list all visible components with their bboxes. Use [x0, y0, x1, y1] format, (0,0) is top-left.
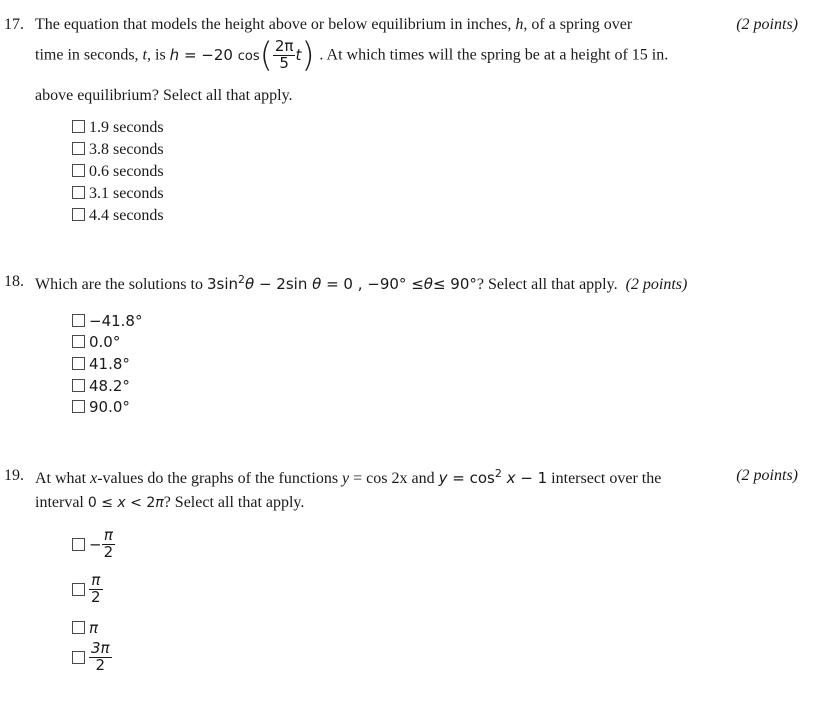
question-text-line-3: above equilibrium? Select all that apply.	[35, 87, 293, 104]
question-text-line-1: At what x-values do the graphs of the functions y = cos 2x and $y = \cos^2 x - 1$ intersect over the	[35, 467, 662, 487]
option-2[interactable]: $\frac{\pi}{2}$	[72, 573, 103, 615]
option-1[interactable]: − $\frac{\pi}{2}$	[72, 528, 115, 570]
checkbox[interactable]	[72, 583, 85, 596]
option-1[interactable]: −41.8°	[72, 312, 142, 332]
trig-equation: $3\sin^2\theta - 2\sin$ θ = 0 , −90° ≤θ≤ 90°	[206, 273, 477, 293]
option-3[interactable]: 0.6 seconds	[72, 163, 164, 183]
checkbox[interactable]	[72, 120, 85, 133]
checkbox[interactable]	[72, 142, 85, 155]
question-text-line-2: time in seconds, t, is h = −20 cos( $\frac{2\pi}{5}$ t) . At which times will the spring be at a height of 15 in.	[35, 35, 669, 75]
option-3[interactable]: 41.8°	[72, 355, 130, 375]
checkbox[interactable]	[72, 314, 85, 327]
interval: 0 ≤ x < 2π	[87, 495, 164, 511]
option-5[interactable]: 90.0°	[72, 398, 130, 418]
checkbox[interactable]	[72, 651, 85, 664]
option-2[interactable]: 0.0°	[72, 333, 120, 353]
height-equation: h = −20 cos( $\frac{2\pi}{5}$ t)	[169, 35, 315, 75]
checkbox[interactable]	[72, 186, 85, 199]
question-number: 18.	[4, 273, 24, 290]
option-2[interactable]: 3.8 seconds	[72, 141, 164, 161]
option-5[interactable]: 4.4 seconds	[72, 207, 164, 227]
option-4[interactable]: 3.1 seconds	[72, 185, 164, 205]
question-number: 19.	[4, 467, 24, 484]
checkbox[interactable]	[72, 400, 85, 413]
checkbox[interactable]	[72, 335, 85, 348]
option-4[interactable]: $\frac{3\pi}{2}$	[72, 641, 112, 685]
question-number: 17.	[4, 16, 24, 33]
option-4[interactable]: 48.2°	[72, 377, 130, 397]
checkbox[interactable]	[72, 164, 85, 177]
checkbox[interactable]	[72, 538, 85, 551]
question-points: (2 points)	[625, 276, 688, 293]
function-2: $y = \cos^2 x - 1$	[438, 467, 548, 487]
option-1[interactable]: 1.9 seconds	[72, 119, 164, 139]
question-text-line-1: The equation that models the height above or below equilibrium in inches, h, of a spring over	[35, 16, 633, 33]
checkbox[interactable]	[72, 621, 85, 634]
question-text-line-2: interval 0 ≤ x < 2π? Select all that apply.	[35, 494, 305, 511]
checkbox[interactable]	[72, 208, 85, 221]
question-points: (2 points)	[736, 16, 798, 33]
function-1: y = cos 2x	[342, 470, 408, 487]
option-3[interactable]: π	[72, 619, 98, 639]
checkbox[interactable]	[72, 357, 85, 370]
question-text: Which are the solutions to $3\sin^2\theta - 2\sin$ θ = 0 , −90° ≤θ≤ 90°? Select all that apply. (2 points)	[35, 273, 688, 293]
checkbox[interactable]	[72, 379, 85, 392]
question-points: (2 points)	[736, 467, 798, 484]
